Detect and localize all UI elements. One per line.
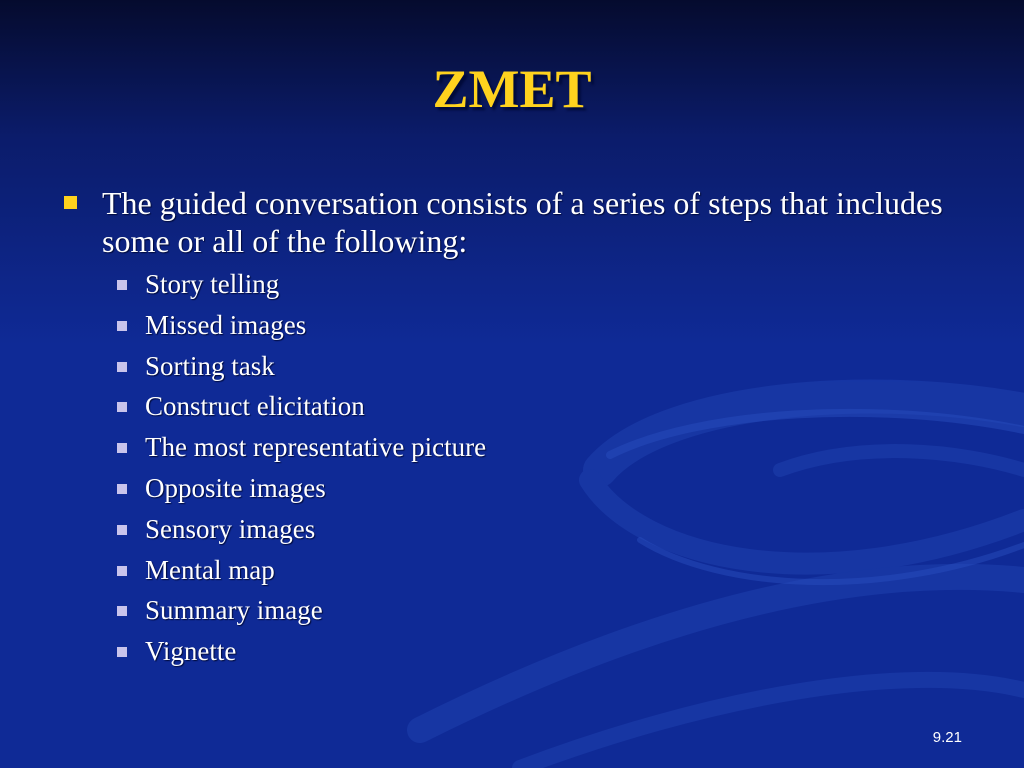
square-bullet-icon — [117, 443, 127, 453]
main-bullet-point — [62, 184, 962, 260]
list-item — [62, 468, 962, 509]
list-item-text: Missed images — [145, 309, 307, 340]
square-bullet-icon — [117, 606, 127, 616]
square-bullet-icon — [117, 321, 127, 331]
square-bullet-icon — [117, 362, 127, 372]
list-item — [62, 305, 962, 346]
slide-number: 9.21 — [932, 729, 962, 746]
slide-title: ZMET — [432, 59, 592, 119]
slide-content — [62, 184, 962, 672]
main-bullet-text: The guided conversation consists of a series of steps that includes some or all of the following: — [102, 185, 943, 259]
square-bullet-icon — [117, 566, 127, 576]
list-item — [62, 631, 962, 672]
list-item — [62, 264, 962, 305]
list-item — [62, 590, 962, 631]
square-bullet-icon — [117, 525, 127, 535]
list-item — [62, 550, 962, 591]
list-item — [62, 509, 962, 550]
list-item-text: Sensory images — [145, 513, 316, 544]
steps-list — [62, 264, 962, 672]
list-item-text: The most representative picture — [145, 432, 487, 463]
list-item-text: Opposite images — [145, 472, 326, 503]
list-item-text: Vignette — [145, 636, 237, 667]
square-bullet-icon — [117, 280, 127, 290]
list-item-text: Summary image — [145, 595, 323, 626]
list-item-text: Story telling — [145, 269, 280, 299]
square-bullet-icon — [64, 196, 77, 209]
square-bullet-icon — [117, 402, 127, 412]
list-item — [62, 386, 962, 427]
square-bullet-icon — [117, 484, 127, 494]
square-bullet-icon — [117, 647, 127, 657]
list-item-text: Sorting task — [145, 350, 275, 381]
list-item-text: Mental map — [145, 554, 275, 585]
list-item — [62, 346, 962, 387]
list-item-text: Construct elicitation — [145, 391, 365, 422]
list-item — [62, 427, 962, 468]
